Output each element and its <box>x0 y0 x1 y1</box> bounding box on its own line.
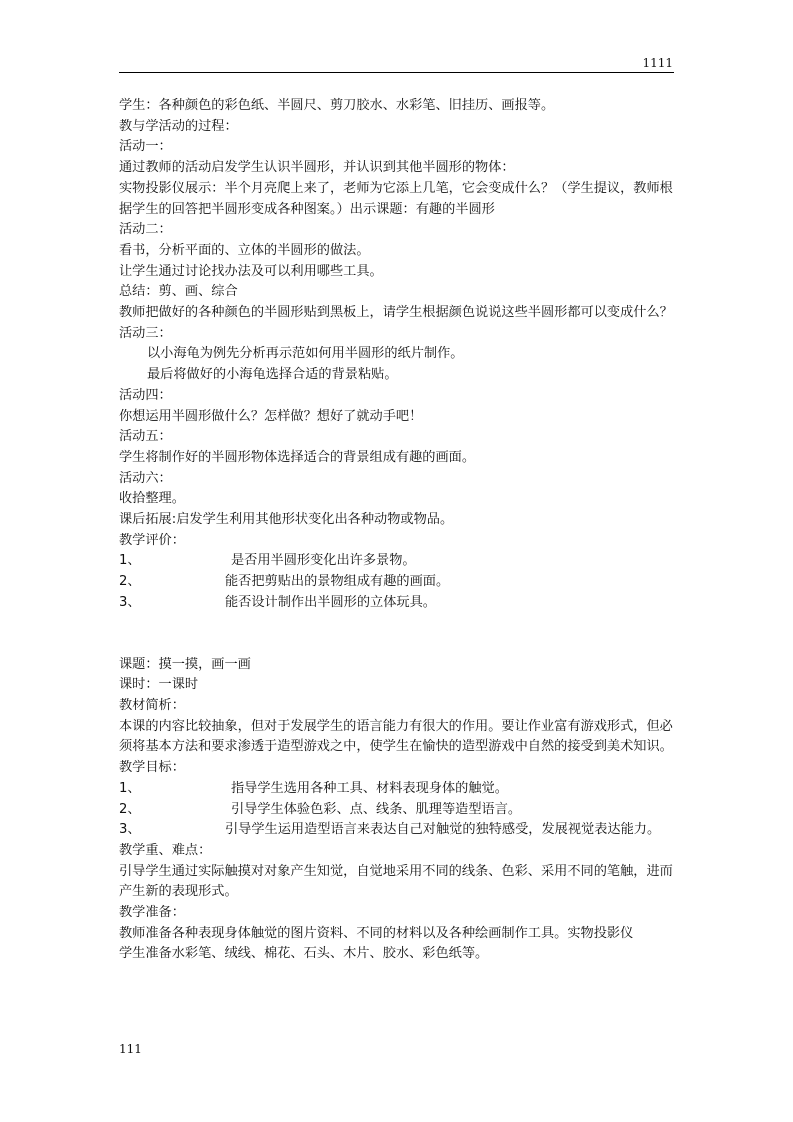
goal-item-text: 引导学生体验色彩、点、线条、肌理等造型语言。 <box>231 801 522 817</box>
activity2-line2: 让学生通过讨论找办法及可以利用哪些工具。 <box>119 263 383 279</box>
activity2-title: 活动二： <box>119 222 172 238</box>
evaluation-item-number: 3、 <box>119 594 141 610</box>
goal-item-number: 2、 <box>119 801 141 817</box>
activity1-title: 活动一： <box>119 139 172 155</box>
evaluation-item-text: 是否用半圆形变化出许多景物。 <box>231 553 416 569</box>
evaluation-item-text: 能否把剪贴出的景物组成有趣的画面。 <box>225 574 450 590</box>
goal-item-text: 指导学生选用各种工具、材料表现身体的触觉。 <box>231 780 508 796</box>
preparation-line2: 学生准备水彩笔、绒线、棉花、石头、木片、胶水、彩色纸等。 <box>119 946 489 962</box>
evaluation-item-text: 能否设计制作出半圆形的立体玩具。 <box>225 594 436 610</box>
goal-item <box>119 779 675 800</box>
activity6-line1: 收拾整理。 <box>119 491 185 507</box>
extension-line: 课后拓展:启发学生利用其他形状变化出各种动物或物品。 <box>119 512 454 528</box>
activity5-line1: 学生将制作好的半圆形物体选择适合的背景组成有趣的画面。 <box>119 449 476 465</box>
activity4-title: 活动四： <box>119 387 172 403</box>
key-points-title: 教学重、难点： <box>119 842 212 858</box>
materials-line: 学生：各种颜色的彩色纸、半圆尺、剪刀胶水、水彩笔、旧挂历、画报等。 <box>119 98 555 113</box>
activity2-summary: 总结：剪、画、综合 <box>119 284 238 300</box>
header-rule <box>119 72 674 73</box>
evaluation-item-number: 1、 <box>119 553 141 569</box>
evaluation-title: 教学评价： <box>119 532 185 548</box>
activity1-line2: 实物投影仪展示：半个月亮爬上来了，老师为它添上几笔，它会变成什么？（学生提议，教师根据学生的回答把半圆形变成各种图案。）出示课题：有趣的半圆形 <box>119 180 673 217</box>
goal-item <box>119 820 675 841</box>
activity3-title: 活动三： <box>119 325 172 341</box>
activity4-line1: 你想运用半圆形做什么？怎样做？想好了就动手吧！ <box>119 408 423 424</box>
analysis-text: 本课的内容比较抽象，但对于发展学生的语言能力有很大的作用。要让作业富有游戏形式，但必须将基本方法和要求渗透于造型游戏之中，使学生在愉快的造型游戏中自然的接受到美术知识。 <box>119 718 673 755</box>
lesson-hours: 课时：一课时 <box>119 677 199 693</box>
goal-item-text: 引导学生运用造型语言来表达自己对触觉的独特感受，发展视觉表达能力。 <box>225 822 661 838</box>
evaluation-item <box>119 593 675 614</box>
activity3-line2: 最后将做好的小海龟选择合适的背景粘贴。 <box>147 367 398 383</box>
activity6-title: 活动六： <box>119 470 172 486</box>
preparation-line1: 教师准备各种表现身体触觉的图片资料、不同的材料以及各种绘画制作工具。实物投影仪 <box>119 925 634 941</box>
process-title: 教与学活动的过程： <box>119 118 238 134</box>
activity2-line3: 教师把做好的各种颜色的半圆形贴到黑板上，请学生根据颜色说说这些半圆形都可以变成什么？ <box>119 305 673 321</box>
analysis-title: 教材简析： <box>119 697 185 713</box>
goal-item <box>119 800 675 821</box>
activity3-line1: 以小海龟为例先分析再示范如何用半圆形的纸片制作。 <box>147 346 464 362</box>
goal-item-number: 3、 <box>119 822 141 838</box>
goal-item-number: 1、 <box>119 780 141 796</box>
goals-title: 教学目标： <box>119 760 185 776</box>
section-gap <box>119 614 675 655</box>
evaluation-item-number: 2、 <box>119 574 141 590</box>
activity1-line1: 通过教师的活动启发学生认识半圆形，并认识到其他半圆形的物体： <box>119 160 515 176</box>
preparation-title: 教学准备： <box>119 905 185 921</box>
document-body <box>119 96 675 965</box>
footer-page-number: 111 <box>119 1042 142 1056</box>
activity5-title: 活动五： <box>119 429 172 445</box>
key-points-text: 引导学生通过实际触摸对对象产生知觉，自觉地采用不同的线条、色彩、采用不同的笔触，进而产生新的表现形式。 <box>119 863 673 900</box>
evaluation-item <box>119 551 675 572</box>
activity2-line1: 看书，分析平面的、立体的半圆形的做法。 <box>119 242 370 258</box>
evaluation-item <box>119 572 675 593</box>
header-page-number: 1111 <box>642 56 673 70</box>
lesson-title: 课题：摸一摸，画一画 <box>119 656 251 672</box>
